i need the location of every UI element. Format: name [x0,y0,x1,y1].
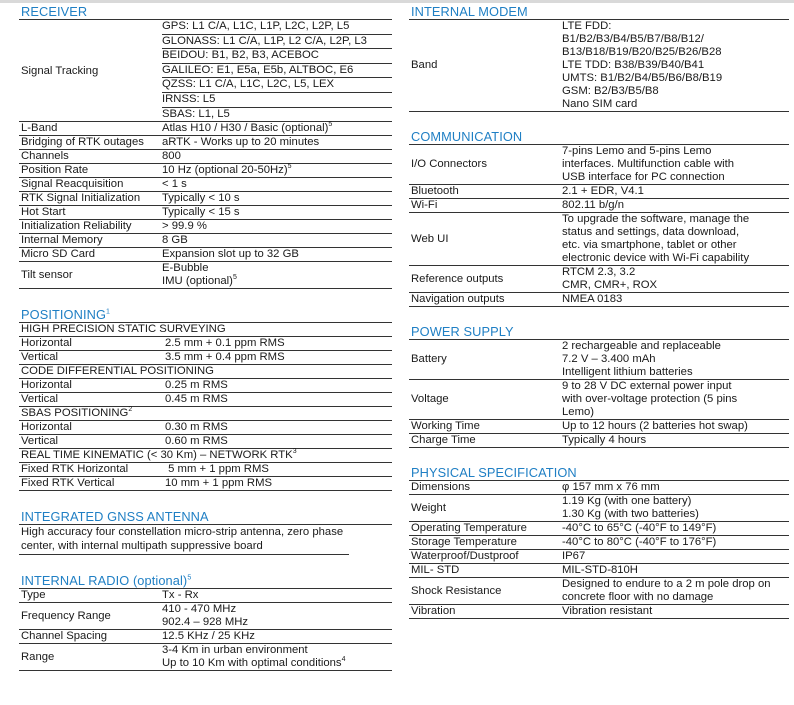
physical-rows [409,481,789,619]
section-title-antenna: INTEGRATED GNSS ANTENNA [19,508,392,525]
spec-label: Channels [21,150,69,163]
spec-value-text: Typically < 10 s [162,192,240,205]
spec-value-line [562,239,789,252]
spec-label: Bluetooth [411,185,459,197]
spec-value-line [562,406,789,419]
spec-value [162,589,392,602]
spec-value-line [162,616,392,629]
spec-label: RTK Signal Initialization [21,192,141,205]
spec-label: Operating Temperature [411,522,527,534]
signal-tracking-value: GALILEO: E1, E5a, E5b, ALTBOC, E6 [162,64,392,79]
spec-value [562,185,789,198]
spec-row [409,420,789,434]
spec-label: Charge Time [411,434,476,446]
spec-value-text: 2.1 + EDR, V4.1 [562,185,644,197]
spec-row [409,145,789,185]
spec-value [562,605,789,618]
spec-value [162,122,392,135]
spec-row [409,495,789,522]
spec-value-text: RTCM 2.3, 3.2 [562,266,636,278]
spec-value [562,145,789,184]
physical-section [409,464,789,619]
spec-value [562,293,789,306]
spec-value-line [562,393,789,406]
spec-row [409,605,789,619]
spec-value-line [562,252,789,265]
spec-value-text: 7.2 V – 3.400 mAh [562,353,656,365]
signal-tracking-row [19,20,392,122]
spec-value-line [562,145,789,158]
spec-value-text: Atlas H10 / H30 / Basic (optional) [162,122,329,135]
spec-value [562,266,789,292]
spec-value-text: Expansion slot up to 32 GB [162,248,299,261]
spec-value [162,150,392,163]
spec-value-line [562,605,789,618]
spec-row [19,136,392,150]
spec-value-text: To upgrade the software, manage the [562,213,750,225]
footnote-marker: 5 [187,574,192,582]
spec-value-text: 1.19 Kg (with one battery) [562,495,692,507]
spec-value-text: 802.11 b/g/n [562,199,624,211]
spec-value-text: Up to 10 Km with optimal conditions [162,657,342,670]
spec-row [409,564,789,578]
signal-tracking-value: BEIDOU: B1, B2, B3, ACEBOC [162,49,392,64]
spec-value-text: 9 to 28 V DC external power input [562,380,732,392]
modem-rows [409,20,789,112]
spec-row [409,20,789,112]
spec-row [19,603,392,630]
spec-value-line [162,262,392,275]
spec-value-line [562,420,789,433]
spec-value-text: Designed to endure to a 2 m pole drop on [562,578,771,590]
spec-label: Fixed RTK Vertical [21,477,115,490]
spec-label: I/O Connectors [411,158,487,170]
spec-label: Storage Temperature [411,536,517,548]
spec-value-line [162,603,392,616]
spec-label: Frequency Range [21,609,111,622]
spec-value-line [562,508,789,521]
section-title-text: INTERNAL RADIO (optional) [21,573,188,589]
spec-row [19,234,392,248]
spec-value-line [162,164,392,177]
group-heading-text: SBAS POSITIONING [21,407,129,420]
spec-value-line [562,266,789,279]
spec-value-text: IP67 [562,550,586,562]
signal-tracking-value: SBAS: L1, L5 [162,107,230,120]
spec-value [562,578,789,604]
spec-row [19,178,392,192]
spec-row [409,578,789,605]
spec-value-line [562,353,789,366]
spec-value-line [562,366,789,379]
spec-value-line [162,248,392,261]
spec-value-line [562,72,789,85]
positioning-group-heading [19,365,392,379]
spec-row [19,164,392,178]
spec-value-text: concrete floor with no damage [562,591,714,603]
spec-value-text: USB interface for PC connection [562,171,725,183]
spec-value [562,420,789,433]
footnote-marker: 3 [292,448,297,456]
spec-value-text: 7-pins Lemo and 5-pins Lemo [562,145,712,157]
spec-value-line [562,522,789,535]
positioning-row [19,379,392,393]
spec-value-text: Tx - Rx [162,589,199,602]
spec-label: Tilt sensor [21,268,73,281]
spec-value-text: 2 rechargeable and replaceable [562,340,721,352]
radio-section [19,572,392,671]
footnote-marker: 5 [328,121,333,129]
spec-value-text: Up to 12 hours (2 batteries hot swap) [562,420,748,432]
left-column [19,0,392,671]
footnote-marker: 5 [287,163,292,171]
spec-value [562,550,789,563]
spec-label: Hot Start [21,206,66,219]
spec-value [562,340,789,379]
spec-label: Dimensions [411,481,471,493]
spec-value: 2.5 mm + 0.1 ppm RMS [165,337,285,350]
spec-label: Wi-Fi [411,199,438,211]
footnote-marker: 4 [341,656,346,664]
section-title-power: POWER SUPPLY [409,323,789,340]
spec-row [409,185,789,199]
spec-label: Working Time [411,420,480,432]
spec-value-text: Nano SIM card [562,98,638,110]
spec-row [19,206,392,220]
spec-value-line [162,178,392,191]
spec-value-line [562,380,789,393]
spec-label: Channel Spacing [21,630,108,643]
spec-value-line [162,234,392,247]
power-section [409,323,789,448]
spec-row [19,220,392,234]
spec-value-text: GSM: B2/B3/B5/B8 [562,85,659,97]
spec-value-text: UMTS: B1/B2/B4/B5/B6/B8/B19 [562,72,723,84]
spec-value-text: E-Bubble [162,262,209,275]
spec-value-line [162,220,392,233]
spec-label: Vertical [21,393,59,406]
spec-row [19,262,392,289]
spec-value-text: Intelligent lithium batteries [562,366,693,378]
spec-value-line [562,293,789,306]
spec-value-text: Typically < 15 s [162,206,240,219]
spec-label: Horizontal [21,337,72,350]
spec-label: Fixed RTK Horizontal [21,463,129,476]
spec-label: Vertical [21,435,59,448]
spec-value-line [562,495,789,508]
spec-value [162,234,392,247]
spec-value-text: LTE TDD: B38/B39/B40/B41 [562,59,705,71]
spec-label: Bridging of RTK outages [21,136,144,149]
spec-value [562,522,789,535]
spec-value [162,136,392,149]
signal-tracking-value: QZSS: L1 C/A, L1C, L2C, L5, LEX [162,78,392,93]
spec-row [409,293,789,307]
spec-value-text: Lemo) [562,406,595,418]
spec-label: Vibration [411,605,456,617]
spec-value [562,481,789,494]
spec-value-text: -40°C to 65°C (-40°F to 149°F) [562,522,717,534]
radio-rows [19,589,392,671]
spec-row [409,340,789,380]
footnote-marker: 1 [106,308,110,316]
spec-label: Battery [411,353,447,365]
spec-value-text: φ 157 mm x 76 mm [562,481,660,493]
spec-value-text: 12.5 KHz / 25 KHz [162,630,255,643]
spec-row [409,380,789,420]
spec-label: Internal Memory [21,234,103,247]
spec-value-text: 902.4 – 928 MHz [162,616,249,629]
spec-value-line [162,122,392,135]
positioning-group-heading [19,449,392,463]
spec-value [162,164,392,177]
spec-value-line [562,564,789,577]
spec-value [162,206,392,219]
spec-row [19,630,392,644]
spec-value-text: 8 GB [162,234,188,247]
spec-row [19,150,392,164]
spec-row [19,122,392,136]
spec-value-line [562,185,789,198]
spec-value-line [562,591,789,604]
spec-value-line [562,20,789,33]
spec-value-line [162,657,392,670]
spec-value-line [562,158,789,171]
signal-tracking-value: GPS: L1 C/A, L1C, L1P, L2C, L2P, L5 [162,20,392,35]
spec-value-text: status and settings, data download, [562,226,740,238]
section-title-communication: COMMUNICATION [409,128,789,145]
spec-label: Horizontal [21,379,72,392]
spec-label: Range [21,650,55,663]
signal-tracking-label: Signal Tracking [21,64,99,77]
spec-value-line [562,59,789,72]
spec-value [562,380,789,419]
spec-label: Position Rate [21,164,89,177]
spec-label: Voltage [411,393,449,405]
signal-tracking-values [162,20,392,121]
spec-value-line [562,46,789,59]
spec-row [409,522,789,536]
spec-value-text: etc. via smartphone, tablet or other [562,239,737,251]
spec-label: Micro SD Card [21,248,96,261]
spec-value-line [562,578,789,591]
spec-value-line [162,192,392,205]
spec-value-line [562,550,789,563]
positioning-row [19,435,392,449]
spec-value: 0.30 m RMS [165,421,228,434]
spec-value-text: LTE FDD: [562,20,612,32]
spec-value-line [162,275,392,288]
spec-value-text: Vibration resistant [562,605,653,617]
communication-section [409,128,789,307]
group-heading-text: CODE DIFFERENTIAL POSITIONING [21,365,214,378]
spec-value-text: interfaces. Multifunction cable with [562,158,735,170]
spec-value [562,495,789,521]
spec-value-line [562,279,789,292]
spec-value [562,434,789,447]
spec-value-text: electronic device with Wi-Fi capability [562,252,750,264]
positioning-row [19,421,392,435]
section-title-radio [19,572,392,589]
spec-value [162,644,392,670]
positioning-row [19,351,392,365]
footnote-marker: 2 [128,406,133,414]
spec-value: 0.25 m RMS [165,379,228,392]
positioning-rows [19,323,392,491]
spec-value-text: 1.30 Kg (with two batteries) [562,508,699,520]
spec-value-text: 410 - 470 MHz [162,603,237,616]
spec-value-text: B1/B2/B3/B4/B5/B7/B8/B12/ [562,33,704,45]
section-title-receiver: RECEIVER [19,3,392,20]
positioning-section [19,306,392,491]
spec-value-text: IMU (optional) [162,275,233,288]
spec-label: Vertical [21,351,59,364]
signal-tracking-value: IRNSS: L5 [162,93,392,108]
spec-value-line [162,630,392,643]
spec-label: Weight [411,501,446,514]
spec-value-line [562,481,789,494]
positioning-row [19,393,392,407]
modem-section [409,0,789,112]
spec-label: Initialization Reliability [21,220,132,233]
receiver-section [19,0,392,289]
spec-value-text: < 1 s [162,178,187,191]
spec-label: Navigation outputs [411,293,505,305]
spec-label: Type [21,589,46,602]
spec-value [162,262,392,288]
spec-value-line [562,340,789,353]
spec-row [409,434,789,448]
spec-label: Waterproof/Dustproof [411,550,519,562]
spec-label: Shock Resistance [411,584,502,597]
spec-value-line [162,136,392,149]
spec-value-line [562,434,789,447]
spec-label: L-Band [21,122,58,135]
signal-tracking-value: GLONASS: L1 C/A, L1P, L2 C/A, L2P, L3 [162,35,392,50]
spec-value: 0.60 m RMS [165,435,228,448]
spec-value-text: 800 [162,150,181,163]
communication-rows [409,145,789,307]
positioning-group-heading [19,323,392,337]
spec-label: Band [411,59,438,71]
spec-value: 0.45 m RMS [165,393,228,406]
spec-row [409,550,789,564]
section-title-modem: INTERNAL MODEM [409,3,789,20]
antenna-description: High accuracy four constellation micro-strip antenna, zero phase center, with internal multipath suppressive board [19,525,349,555]
spec-row [409,481,789,495]
spec-value [162,248,392,261]
spec-value [562,536,789,549]
spec-value: 10 mm + 1 ppm RMS [165,477,273,490]
spec-value-line [162,206,392,219]
spec-value [162,178,392,191]
spec-value [162,603,392,629]
spec-row [409,213,789,266]
spec-value-line [562,98,789,111]
spec-value-text: aRTK - Works up to 20 minutes [162,136,320,149]
spec-value: 3.5 mm + 0.4 ppm RMS [165,351,285,364]
spec-value [562,20,789,111]
spec-value [162,630,392,643]
spec-label: Signal Reacquisition [21,178,124,191]
spec-value-line [562,536,789,549]
spec-row [19,644,392,671]
spec-value-line [162,589,392,602]
spec-value-text: B13/B18/B19/B20/B25/B26/B28 [562,46,722,58]
spec-row [19,248,392,262]
spec-value [162,192,392,205]
section-title-physical: PHYSICAL SPECIFICATION [409,464,789,481]
spec-value-line [162,644,392,657]
positioning-row [19,477,392,491]
spec-value-text: Typically 4 hours [562,434,647,446]
spec-value-line [562,213,789,226]
spec-value-text: 3-4 Km in urban environment [162,644,308,657]
spec-value-line [562,226,789,239]
spec-row [19,589,392,603]
spec-value-line [562,171,789,184]
receiver-rows [19,122,392,289]
positioning-group-heading [19,407,392,421]
spec-value [562,213,789,265]
spec-value-text: -40°C to 80°C (-40°F to 176°F) [562,536,717,548]
spec-value-line [562,199,789,212]
spec-value [562,199,789,212]
group-heading-text: HIGH PRECISION STATIC SURVEYING [21,323,226,336]
spec-value-line [562,85,789,98]
right-column [409,0,789,619]
spec-value-text: NMEA 0183 [562,293,623,305]
spec-value [562,564,789,577]
spec-label: Web UI [411,232,449,245]
spec-row [409,536,789,550]
spec-value-text: MIL-STD-810H [562,564,638,576]
antenna-section [19,508,392,555]
spec-label: Horizontal [21,421,72,434]
positioning-row [19,463,392,477]
spec-row [409,199,789,213]
spec-value-text: with over-voltage protection (5 pins [562,393,738,405]
footnote-marker: 5 [232,274,237,282]
spec-value [162,220,392,233]
spec-value-text: > 99.9 % [162,220,207,233]
spec-value-text: 10 Hz (optional 20-50Hz) [162,164,288,177]
spec-value: 5 mm + 1 ppm RMS [165,463,269,476]
spec-label: Reference outputs [411,272,504,285]
section-title-positioning [19,306,392,323]
group-heading-text: REAL TIME KINEMATIC (< 30 Km) – NETWORK RTK [21,449,293,462]
spec-value-text: CMR, CMR+, ROX [562,279,658,291]
spec-value-line [562,33,789,46]
spec-row [19,192,392,206]
spec-value-line [162,150,392,163]
power-rows [409,340,789,448]
positioning-row [19,337,392,351]
spec-row [409,266,789,293]
spec-label: MIL- STD [411,564,460,576]
section-title-text: POSITIONING [21,307,106,323]
